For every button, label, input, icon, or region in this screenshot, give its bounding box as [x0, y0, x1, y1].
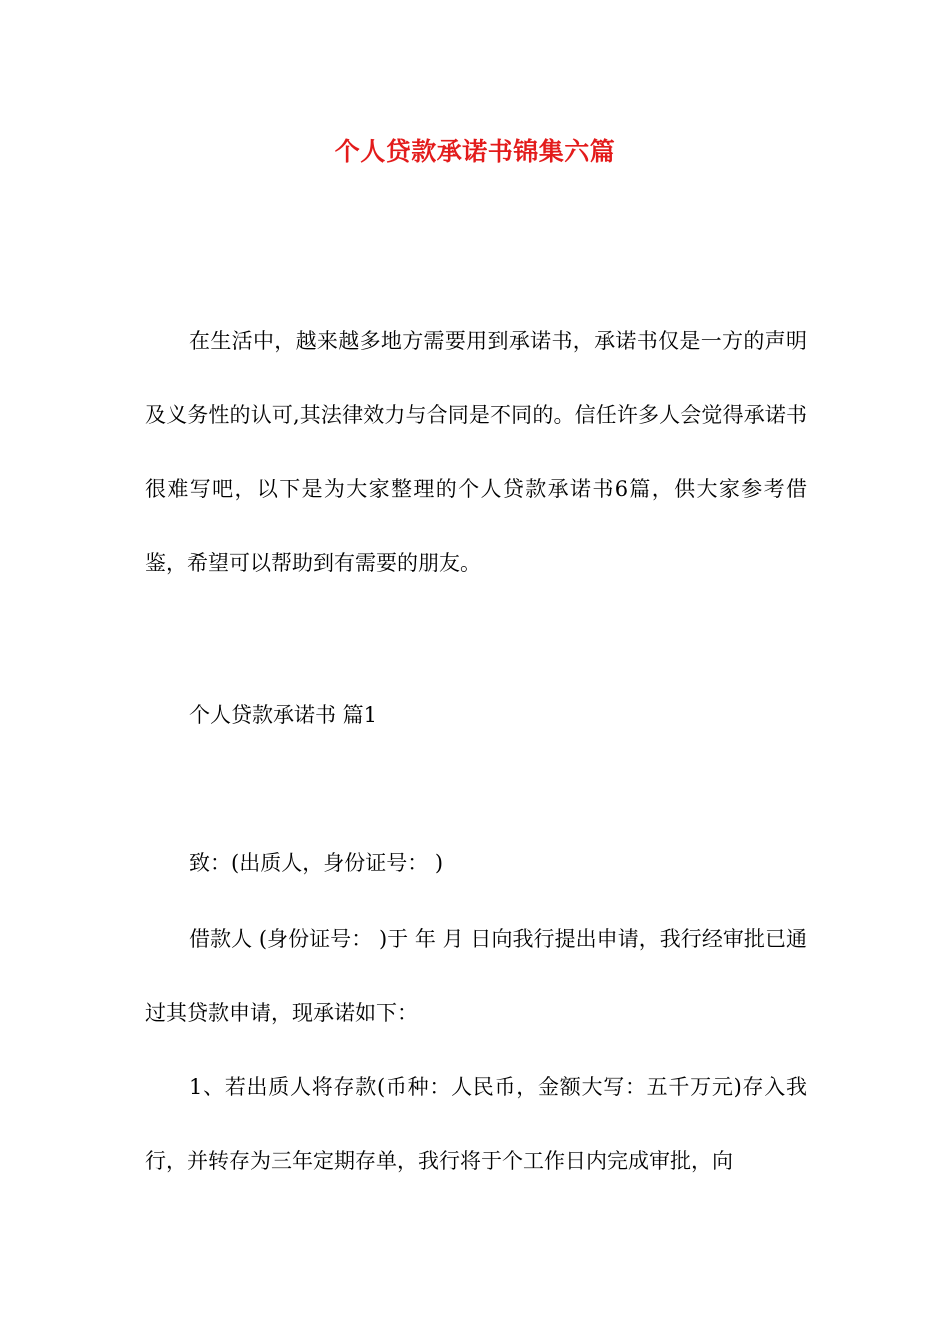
- section-heading: 个人贷款承诺书 篇1: [189, 703, 378, 727]
- intro-paragraph: 在生活中，越来越多地方需要用到承诺书，承诺书仅是一方的声明及义务性的认可,其法律效力与合同是不同的。信任许多人会觉得承诺书很难写吧，以下是为大家整理的个人贷款承诺书6篇，供大家参考借鉴，希望可以帮助到有需要的朋友。: [145, 329, 807, 575]
- item-1-paragraph: 1、若出质人将存款(币种：人民币，金额大写：五千万元)存入我行，并转存为三年定期存单，我行将于个工作日内完成审批，向: [145, 1075, 807, 1173]
- document-title: 个人贷款承诺书锦集六篇: [334, 137, 616, 166]
- addressee-line: 致：(出质人，身份证号： ): [189, 851, 444, 875]
- borrower-paragraph: 借款人 (身份证号： )于 年 月 日向我行提出申请，我行经审批已通过其贷款申请，现承诺如下：: [145, 927, 807, 1025]
